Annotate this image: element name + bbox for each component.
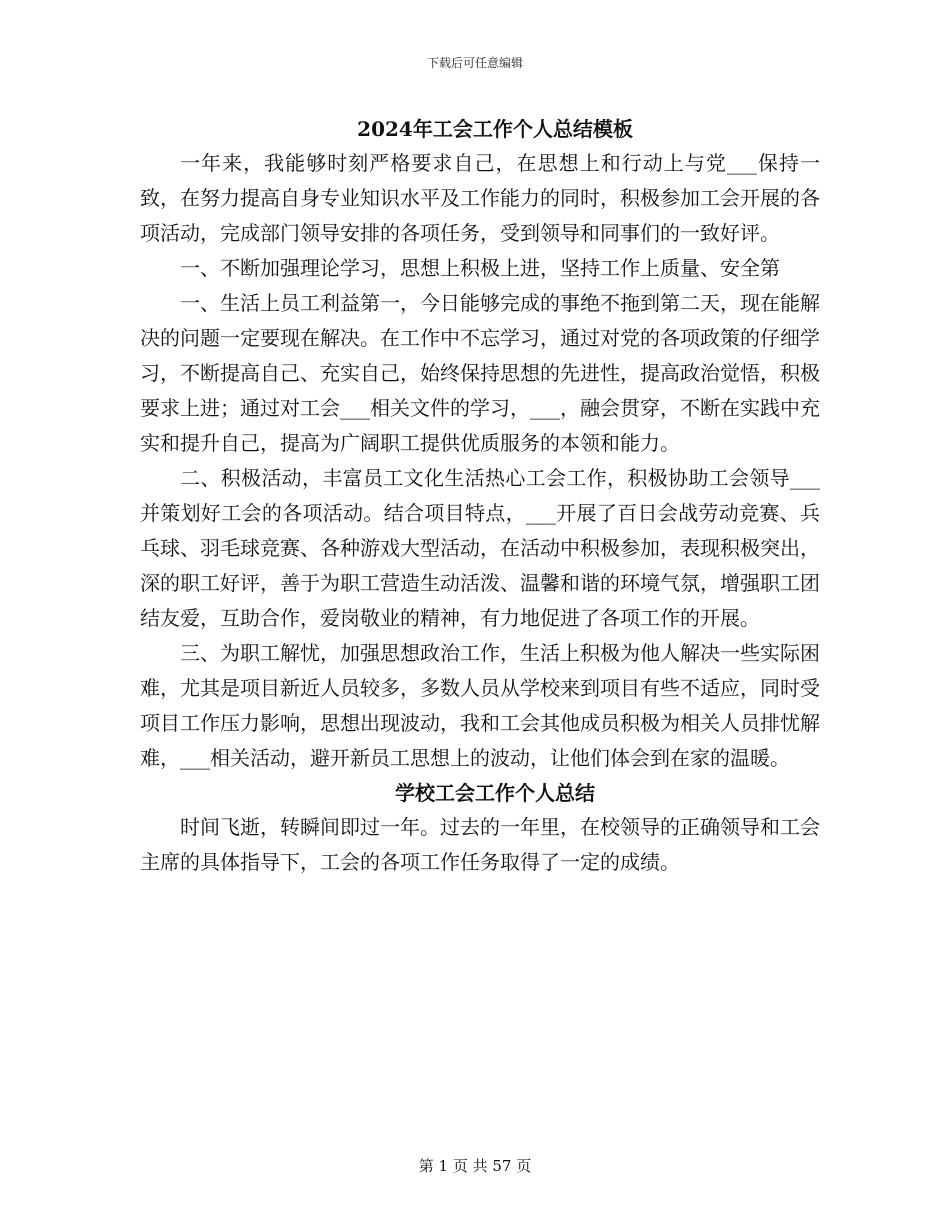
section-title: 学校工会工作个人总结 <box>395 781 595 805</box>
paragraph: 三、为职工解忧，加强思想政治工作，生活上积极为他人解决一些实际困难，尤其是项目新近人员较多，多数人员从学校来到项目有些不适应，同时受项目工作压力影响，思想出现波动，我和工会其他成员积极为相关人员排忧解难，___相关活动，避开新员工思想上的波动，让他们体会到在家的温暖。 <box>140 641 820 770</box>
paragraph: 一、不断加强理论学习，思想上积极上进，坚持工作上质量、安全第 <box>180 256 780 280</box>
header-note: 下载后可任意编辑 <box>426 56 523 70</box>
paragraph: 时间飞逝，转瞬间即过一年。过去的一年里，在校领导的正确领导和工会主席的具体指导下，工会的各项工作任务取得了一定的成绩。 <box>140 815 820 874</box>
paragraph: 二、积极活动，丰富员工文化生活热心工会工作，积极协助工会领导___并策划好工会的各项活动。结合项目特点，___开展了百日会战劳动竞赛、兵乓球、羽毛球竞赛、各种游戏大型活动，在活动中积极参加，表现积极突出，深的职工好评，善于为职工营造生动活泼、温馨和谐的环境气氛，增强职工团结友爱，互助合作，爱岗敬业的精神，有力地促进了各项工作的开展。 <box>140 466 820 630</box>
page-footer: 第 1 页 共 57 页 <box>418 1157 532 1175</box>
document-body <box>140 112 820 880</box>
paragraph: 一年来，我能够时刻严格要求自己，在思想上和行动上与党___保持一致，在努力提高自身专业知识水平及工作能力的同时，积极参加工会开展的各项活动，完成部门领导安排的各项任务，受到领导和同事们的一致好评。 <box>140 151 820 245</box>
paragraph: 一、生活上员工利益第一，今日能够完成的事绝不拖到第二天，现在能解决的问题一定要现在解决。在工作中不忘学习，通过对党的各项政策的仔细学习，不断提高自己、充实自己，始终保持思想的先进性，提高政治觉悟，积极要求上进；通过对工会___相关文件的学习，___，融会贯穿，不断在实践中充实和提升自己，提高为广阔职工提供优质服务的本领和能力。 <box>140 291 820 455</box>
document-title: 2024年工会工作个人总结模板 <box>357 117 633 141</box>
